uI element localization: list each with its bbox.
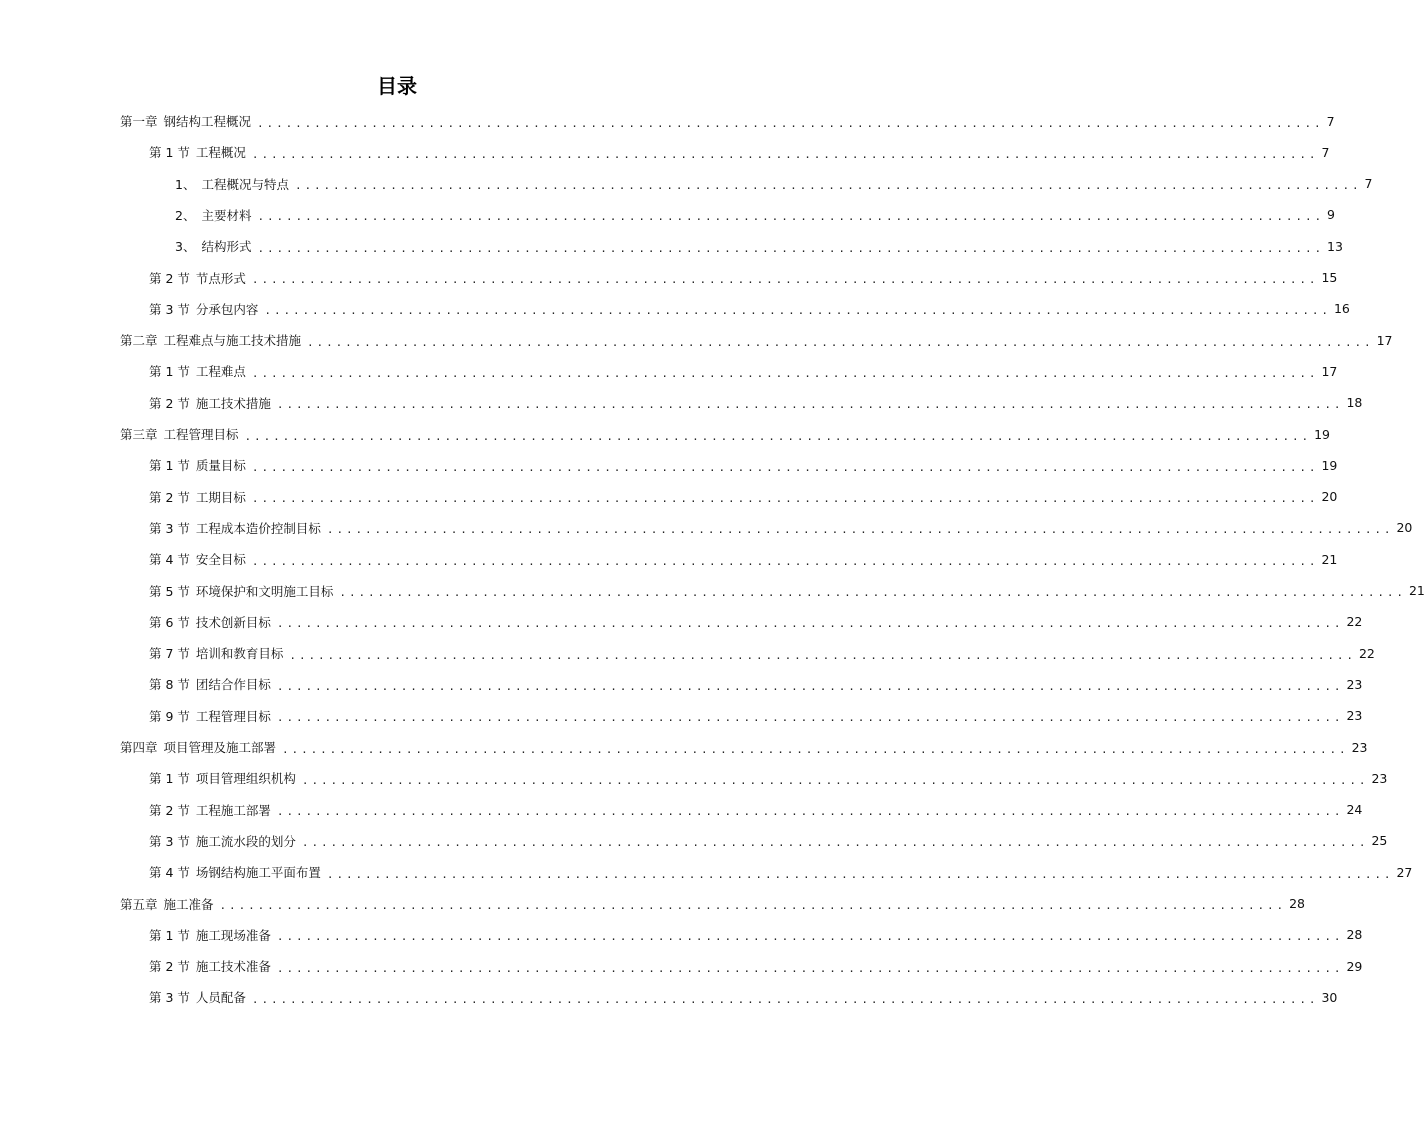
dot-leader: ................................................................................................................ — [339, 586, 1406, 599]
toc-entry[interactable] — [149, 391, 1363, 415]
toc-entry-number: 第 3 节 — [149, 990, 190, 1006]
toc-entry[interactable] — [149, 923, 1363, 947]
toc-entry-number: 第 1 节 — [149, 145, 190, 161]
dot-leader: ................................................................................................................ — [251, 147, 1319, 161]
toc-entry-number: 第 3 节 — [149, 301, 190, 317]
toc-entry-page-number: 21 — [1321, 551, 1338, 567]
toc-entry-number: 第 3 节 — [149, 520, 190, 536]
toc-entry[interactable] — [175, 203, 1335, 227]
dot-leader: ................................................................................................................ — [326, 867, 1394, 881]
toc-entry-text: 安全目标 — [195, 552, 246, 568]
toc-entry-label — [149, 863, 321, 881]
toc-entry-number: 第一章 — [120, 114, 158, 129]
dot-leader: ................................................................................................................ — [276, 805, 1344, 819]
toc-entry-text: 团结合作目标 — [195, 677, 271, 693]
toc-entry-text: 主要材料 — [201, 207, 252, 223]
toc-entry-label — [149, 582, 333, 600]
toc-entry-label — [149, 675, 271, 693]
toc-entry[interactable] — [175, 172, 1373, 196]
dot-leader: ................................................................................................................ — [251, 554, 1319, 568]
toc-entry-number: 第 4 节 — [149, 552, 190, 568]
toc-entry-label — [120, 738, 276, 756]
dot-leader: ................................................................................................................ — [264, 304, 1331, 318]
toc-entry-text: 工程管理目标 — [195, 708, 271, 724]
dot-leader: ................................................................................................................ — [276, 930, 1344, 944]
toc-entry[interactable] — [149, 610, 1363, 634]
toc-entry-label — [120, 895, 214, 913]
toc-entry[interactable] — [149, 704, 1363, 728]
toc-entry[interactable] — [149, 829, 1388, 853]
toc-entry[interactable] — [120, 109, 1335, 133]
toc-entry-label — [149, 769, 296, 787]
dot-leader: ................................................................................................................ — [294, 179, 1362, 193]
toc-entry[interactable] — [120, 892, 1305, 916]
toc-entry[interactable] — [149, 485, 1338, 509]
toc-entry-page-number: 23 — [1346, 676, 1363, 692]
toc-entry-number: 第 2 节 — [149, 489, 190, 505]
dot-leader: ................................................................................................................ — [301, 773, 1369, 787]
toc-entry[interactable] — [149, 860, 1413, 884]
toc-entry-page-number: 17 — [1376, 332, 1393, 348]
toc-entry-number: 2、 — [175, 207, 196, 223]
toc-entry-page-number: 23 — [1346, 708, 1363, 724]
toc-entry-number: 第 7 节 — [149, 646, 190, 662]
toc-entry-label — [175, 237, 251, 255]
toc-entry-page-number: 15 — [1321, 270, 1338, 285]
dot-leader: ................................................................................................................ — [276, 961, 1344, 975]
toc-entry-page-number: 20 — [1321, 489, 1338, 505]
toc-entry[interactable] — [149, 297, 1350, 321]
toc-entry[interactable] — [149, 672, 1363, 696]
toc-entry-number: 第 5 节 — [149, 583, 190, 599]
toc-entry[interactable] — [149, 453, 1338, 477]
toc-entry-page-number: 7 — [1364, 176, 1373, 192]
toc-entry[interactable] — [149, 766, 1388, 790]
dot-leader: ................................................................................................................ — [289, 648, 1356, 662]
toc-entry-number: 第五章 — [120, 896, 158, 912]
toc-entry[interactable] — [149, 516, 1413, 540]
toc-entry-number: 第 2 节 — [149, 802, 190, 818]
dot-leader: ................................................................................................................ — [251, 460, 1319, 474]
toc-entry-number: 第 2 节 — [149, 395, 190, 411]
dot-leader: ................................................................................................................ — [276, 711, 1344, 725]
toc-entry[interactable] — [120, 422, 1330, 446]
toc-entry-number: 第 1 节 — [149, 364, 190, 380]
toc-entry-number: 第 3 节 — [149, 833, 190, 849]
toc-entry-page-number: 22 — [1346, 614, 1363, 630]
dot-leader: ................................................................................................................ — [251, 492, 1319, 506]
toc-entry-page-number: 9 — [1327, 207, 1335, 223]
toc-entry-page-number: 28 — [1346, 927, 1363, 943]
toc-entry[interactable] — [175, 234, 1343, 258]
toc-entry-page-number: 24 — [1346, 802, 1363, 818]
toc-entry-page-number: 27 — [1396, 864, 1413, 880]
toc-entry-text: 工程概况与特点 — [201, 176, 289, 192]
dot-leader: ................................................................................................................ — [276, 679, 1344, 693]
toc-entry[interactable] — [120, 735, 1368, 759]
toc-entry-text: 施工流水段的划分 — [195, 833, 296, 849]
toc-entry-label — [149, 988, 246, 1006]
toc-entry-number: 3、 — [175, 239, 196, 255]
toc-entry-page-number: 29 — [1346, 958, 1363, 974]
toc-entry-page-number: 19 — [1321, 457, 1338, 473]
toc-entry[interactable] — [120, 328, 1393, 352]
toc-entry-label — [149, 300, 258, 318]
toc-entry-text: 工程概况 — [195, 145, 246, 161]
toc-entry-text: 工程施工部署 — [195, 802, 271, 818]
toc-entry[interactable] — [149, 798, 1363, 822]
toc-entry-page-number: 18 — [1346, 395, 1363, 411]
dot-leader: ................................................................................................................ — [276, 617, 1344, 631]
toc-entry-text: 工期目标 — [195, 489, 246, 505]
toc-entry-text: 项目管理组织机构 — [195, 771, 296, 787]
toc-entry-page-number: 21 — [1408, 583, 1425, 598]
dot-leader: ................................................................................................................ — [244, 429, 1312, 443]
toc-entry-page-number: 28 — [1289, 896, 1305, 911]
toc-entry-text: 工程难点与施工技术措施 — [163, 333, 302, 349]
toc-entry-number: 第 1 节 — [149, 458, 190, 474]
toc-entry-text: 技术创新目标 — [195, 614, 271, 630]
dot-leader: ................................................................................................................ — [219, 899, 1287, 912]
toc-entry-page-number: 22 — [1358, 645, 1375, 661]
toc-entry-number: 第 6 节 — [149, 614, 190, 630]
toc-entry-label — [149, 832, 296, 850]
toc-entry-text: 分承包内容 — [195, 301, 259, 317]
toc-entry-number: 第 2 节 — [149, 959, 190, 975]
toc-entry-label — [149, 613, 271, 631]
toc-entry-label — [149, 269, 246, 287]
toc-entry-page-number: 13 — [1327, 238, 1343, 254]
toc-entry-number: 第四章 — [120, 740, 158, 755]
toc-entry-text: 施工技术措施 — [195, 395, 271, 411]
toc-entry-number: 第 1 节 — [149, 927, 190, 943]
toc-entry[interactable] — [149, 985, 1338, 1009]
toc-entry-text: 环境保护和文明施工目标 — [195, 583, 334, 599]
toc-entry-label — [149, 488, 246, 506]
dot-leader: ................................................................................................................ — [257, 210, 1324, 224]
toc-entry-page-number: 17 — [1321, 363, 1338, 379]
toc-entry-text: 施工技术准备 — [195, 959, 271, 975]
toc-entry-text: 质量目标 — [195, 458, 246, 474]
toc-entry-text: 人员配备 — [195, 990, 246, 1006]
toc-entry-text: 项目管理及施工部署 — [163, 740, 277, 755]
toc-entry-number: 第 4 节 — [149, 865, 190, 881]
toc-entry-label — [149, 644, 283, 662]
toc-entry-number: 第 9 节 — [149, 708, 190, 724]
toc-entry-page-number: 19 — [1314, 426, 1330, 442]
toc-entry-label — [175, 206, 251, 224]
toc-entry-text: 施工准备 — [163, 896, 214, 912]
toc-entry[interactable] — [149, 641, 1375, 665]
toc-entry-text: 培训和教育目标 — [195, 646, 284, 662]
toc-entry-label — [149, 707, 271, 725]
toc-entry-number: 第 8 节 — [149, 677, 190, 693]
toc-entry-text: 工程难点 — [195, 364, 246, 380]
toc-entry[interactable] — [149, 140, 1330, 164]
dot-leader: ................................................................................................................ — [326, 523, 1394, 537]
toc-entry-text: 工程成本造价控制目标 — [195, 520, 321, 536]
toc-title: 目录 — [377, 74, 417, 98]
toc-entry-page-number: 16 — [1333, 301, 1350, 317]
toc-entry-number: 第 1 节 — [149, 771, 190, 787]
dot-leader: ................................................................................................................ — [251, 273, 1319, 286]
toc-entry-text: 节点形式 — [195, 270, 246, 286]
toc-entry-page-number: 25 — [1371, 833, 1388, 849]
toc-entry-label — [149, 957, 271, 975]
dot-leader: ................................................................................................................ — [307, 335, 1374, 349]
toc-entry[interactable] — [149, 954, 1363, 978]
toc-entry[interactable] — [149, 579, 1425, 603]
toc-entry-text: 施工现场准备 — [195, 927, 271, 943]
toc-entry-page-number: 20 — [1396, 520, 1413, 536]
dot-leader: ................................................................................................................ — [276, 398, 1344, 412]
toc-entry-label — [149, 519, 321, 537]
toc-entry-number: 第 2 节 — [149, 270, 190, 286]
toc-entry-label — [149, 362, 246, 380]
toc-entry-label — [175, 175, 289, 193]
toc-entry-text: 结构形式 — [201, 239, 252, 255]
toc-entry-page-number: 7 — [1321, 144, 1330, 160]
toc-entry-label — [149, 456, 246, 474]
toc-entry[interactable] — [149, 266, 1338, 290]
toc-entry-label — [149, 143, 246, 161]
dot-leader: ................................................................................................................ — [251, 992, 1319, 1006]
toc-entry-page-number: 30 — [1321, 989, 1338, 1005]
dot-leader: ................................................................................................................ — [301, 836, 1369, 850]
dot-leader: ................................................................................................................ — [257, 116, 1324, 130]
toc-entry-page-number: 23 — [1351, 739, 1368, 755]
toc-entry-label — [149, 550, 246, 568]
toc-entry-page-number: 7 — [1326, 113, 1335, 129]
toc-entry-label — [120, 425, 239, 443]
toc-entry-text: 钢结构工程概况 — [163, 114, 252, 129]
dot-leader: ................................................................................................................ — [257, 241, 1324, 255]
toc-entry-page-number: 23 — [1371, 770, 1388, 786]
toc-entry-label — [149, 801, 271, 819]
toc-entry-number: 第三章 — [120, 427, 158, 442]
toc-entry-label — [149, 394, 271, 412]
toc-entry-label — [120, 331, 301, 349]
dot-leader: ................................................................................................................ — [282, 742, 1349, 756]
toc-entry-number: 1、 — [175, 176, 196, 192]
toc-entry[interactable] — [149, 547, 1338, 571]
toc-entry-label — [120, 112, 251, 130]
toc-entry-number: 第二章 — [120, 333, 158, 349]
dot-leader: ................................................................................................................ — [251, 366, 1319, 380]
toc-entry-text: 场钢结构施工平面布置 — [195, 865, 321, 881]
toc-entry-label — [149, 926, 271, 944]
toc-entry[interactable] — [149, 359, 1338, 383]
toc-entry-text: 工程管理目标 — [163, 427, 239, 442]
